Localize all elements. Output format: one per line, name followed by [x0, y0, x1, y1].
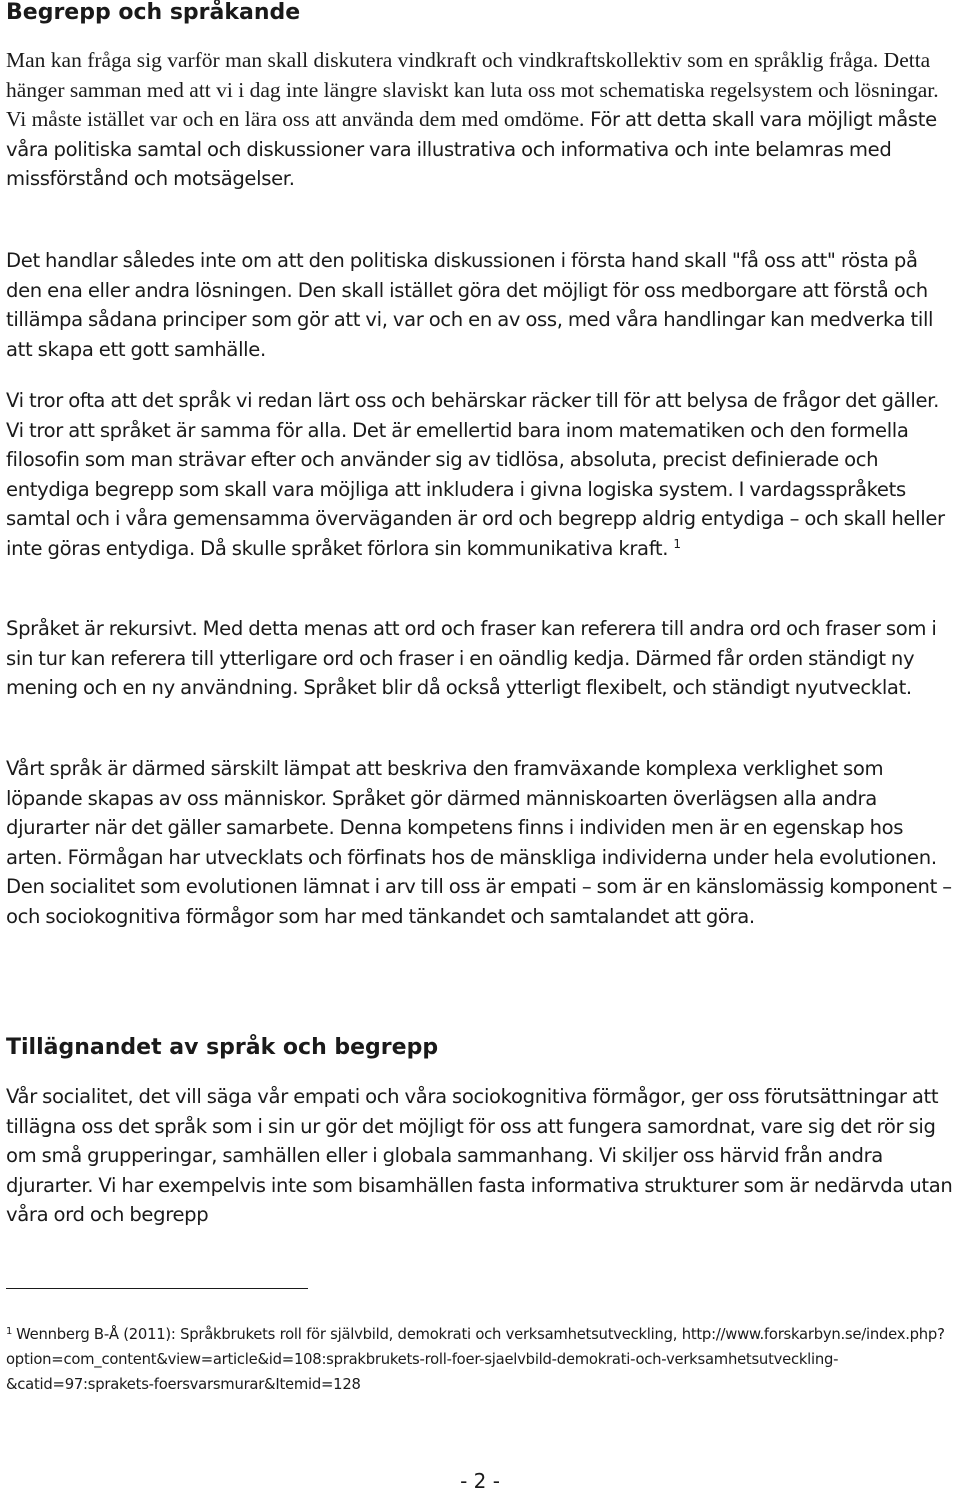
- section-heading-begrepp: Begrepp och språkande: [6, 0, 301, 25]
- paragraph-var-socialitet: Vår socialitet, det vill säga vår empati och våra sociokognitiva förmågor, ger oss förutsättningar att tillägna oss det språk som i sin ur gör det möjligt för oss att fungera samordnat, vare sig det rör sig om små grupperingar, samhällen eller i globala sammanhang. Vi skiljer oss härvid från andra djurarter. Vi har exempelvis inte som bisamhällen fasta informativa strukturer som är nedärvda utan våra ord och begrepp: [6, 1085, 953, 1227]
- paragraph-intro-serif-part: Man kan fråga sig varför man skall diskutera vindkraft och vindkraftskollektiv som en språklig fråga. Detta hänger samman med att vi i dag inte längre slaviskt kan luta oss mot schematiska regelsystem och lösningar. Vi måste istället var och en lära oss att använda dem med omdöme.: [6, 48, 939, 132]
- paragraph-sprak-vi-lart-text: Vi tror ofta att det språk vi redan lärt oss och behärskar räcker till för att belysa de frågor det gäller. Vi tror att språket är samma för alla. Det är emellertid bara inom matematiken och den formella filosofin som man strävar efter och använder sig av tidlösa, absoluta, precist definierade och entydiga begrepp som skall vara möjliga att inkludera i givna logiska system. I vardagsspråkets samtal och i våra gemensamma överväganden är ord och begrepp aldrig entydiga – och skall heller inte göras entydiga. Då skulle språket förlora sin kommunikativa kraft.: [6, 389, 945, 560]
- page-number: - 2 -: [460, 1469, 500, 1493]
- footnote-reference[interactable]: 1: [673, 536, 681, 551]
- paragraph-intro-sans-part: För att detta skall vara möjligt måste våra politiska samtal och diskussioner vara illustrativa och informativa och inte belamras med missförstånd och motsägelser.: [6, 108, 937, 191]
- section-heading-tillagnandet: Tillägnandet av språk och begrepp: [6, 1035, 439, 1060]
- footnote-separator: [6, 1288, 308, 1289]
- paragraph-intro: [6, 46, 956, 194]
- paragraph-politiska-diskussionen: Det handlar således inte om att den politiska diskussionen i första hand skall "få oss att" rösta på den ena eller andra lösningen. Den skall istället göra det möjligt för oss medborgare att förstå och tillämpa sådana principer som gör att vi, var och en av oss, med våra handlingar kan medverka till att skapa ett gott samhälle.: [6, 249, 934, 361]
- footnote: [6, 1322, 958, 1397]
- paragraph-spraket-rekursivt: Språket är rekursivt. Med detta menas att ord och fraser kan referera till andra ord och fraser som i sin tur kan referera till ytterligare ord och fraser i en oändlig kedja. Därmed får orden ständigt ny mening och en ny användning. Språket blir då också ytterligt flexibelt, och ständigt nyutvecklat.: [6, 617, 937, 700]
- footnote-text: Wennberg B-Å (2011): Språkbrukets roll för självbild, demokrati och verksamhetsutveckling, http://www.forskarbyn.se/index.php?option=com_content&view=article&id=108:sprakbrukets-roll-foer-sjaelvbild-demokrati-och-verksamhetsutveckling-&catid=97:sprakets-foersvarsmurar&Itemid=128: [6, 1326, 945, 1393]
- footnote-mark: 1: [6, 1326, 13, 1337]
- paragraph-vart-sprak: Vårt språk är därmed särskilt lämpat att beskriva den framväxande komplexa verklighet som löpande skapas av oss människor. Språket gör därmed människoarten överlägsen alla andra djurarter när det gäller samarbete. Denna kompetens finns i individen men är en egenskap hos arten. Förmågan har utvecklats och förfinats hos de mänskliga individerna under hela evolutionen. Den socialitet som evolutionen lämnat i arv till oss är empati – som är en känslomässig komponent – och sociokognitiva förmågor som har med tänkandet och samtalandet att göra.: [6, 757, 952, 928]
- paragraph-sprak-vi-lart: [6, 386, 956, 564]
